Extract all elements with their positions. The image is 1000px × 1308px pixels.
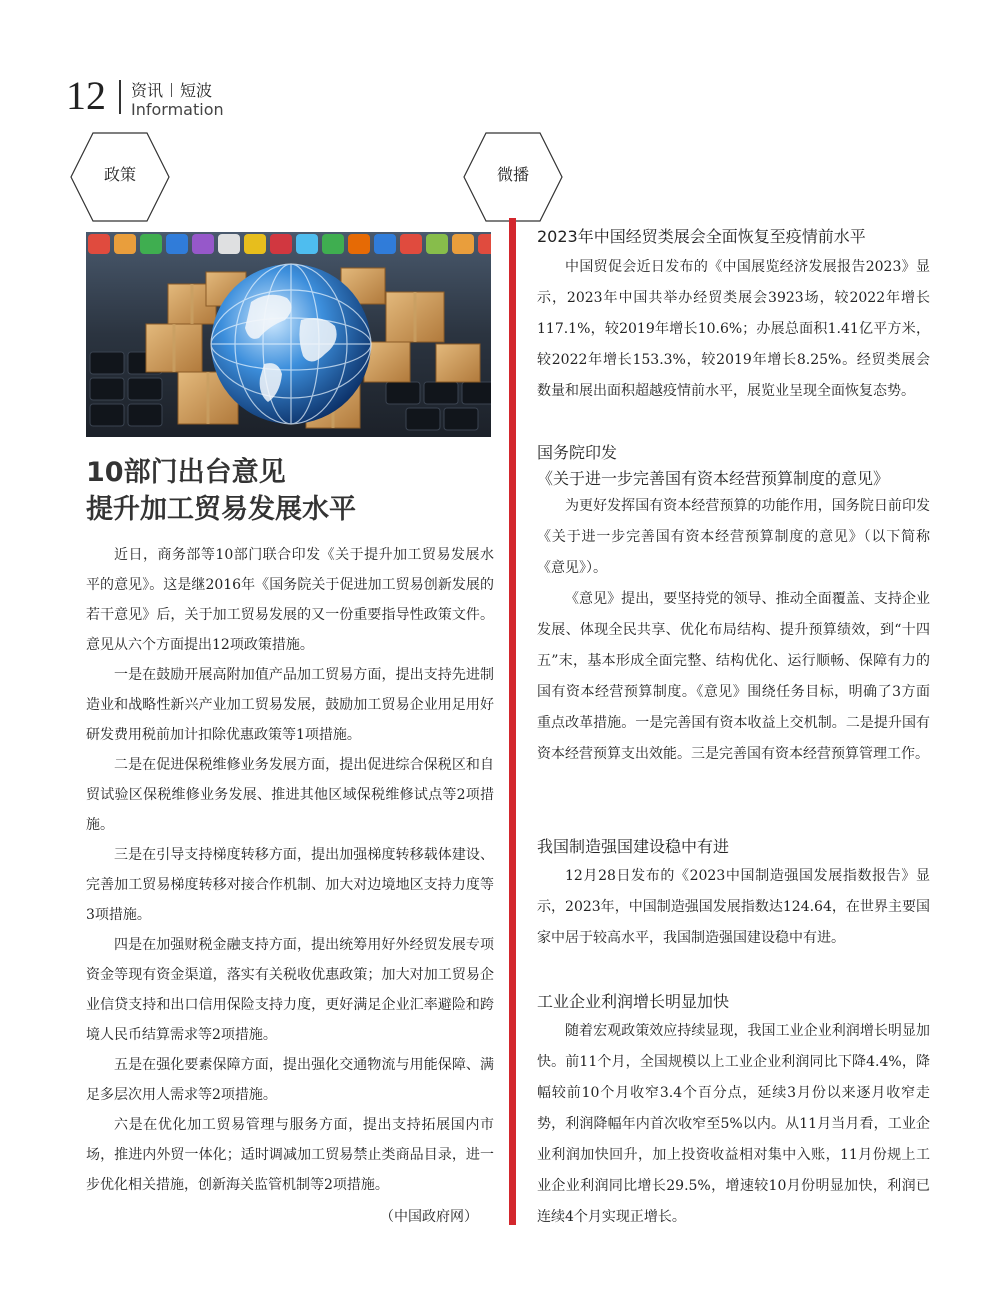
hero-image-globe-parcels	[86, 232, 491, 437]
section-separator	[171, 83, 172, 97]
news-title-expo: 2023年中国经贸类展会全面恢复至疫情前水平	[537, 227, 866, 246]
news-paragraph: 为更好发挥国有资本经营预算的功能作用，国务院日前印发《关于进一步完善国有资本经营预算制度的意见》（以下简称《意见》）。	[537, 498, 930, 576]
news-paragraph: 随着宏观政策效应持续显现，我国工业企业利润增长明显加快。前11个月，全国规模以上工业企业利润同比下降4.4%，降幅较前10个月收窄3.4个百分点，延续3月份以来逐月收窄走势，利润降幅年内首次收窄至5%以内。从11月当月看，工业企业利润加快回升，加上投资收益相对集中入账，11月份规上工业企业利润同比增长29.5%，增速较10月份明显加快，利润已连续4个月实现正增长。	[537, 1023, 930, 1225]
header-divider	[119, 80, 121, 114]
article-source: （中国政府网）	[380, 1209, 478, 1225]
article-paragraph: 六是在优化加工贸易管理与服务方面，提出支持拓展国内市场，推进内外贸一体化；适时调减加工贸易禁止类商品目录，进一步优化相关措施，创新海关监管机制等2项措施。	[86, 1117, 494, 1193]
section-label: 资讯	[131, 81, 164, 100]
news-title-state-council	[537, 442, 937, 490]
section-subtitle: Information	[131, 100, 224, 119]
tag-policy	[70, 132, 170, 222]
article-paragraph: 近日，商务部等10部门联合印发《关于提升加工贸易发展水平的意见》。这是继2016年《国务院关于促进加工贸易创新发展的若干意见》后，关于加工贸易发展的又一份重要指导性政策文件。意见从六个方面提出12项政策措施。	[86, 547, 494, 653]
page-number: 12	[66, 73, 106, 118]
article-paragraph: 一是在鼓励开展高附加值产品加工贸易方面，提出支持先进制造业和战略性新兴产业加工贸易发展，鼓励加工贸易企业用足用好研发费用税前加计扣除优惠政策等1项措施。	[86, 667, 494, 743]
news-title-line-2: 《关于进一步完善国有资本经营预算制度的意见》	[537, 469, 890, 488]
column-divider	[509, 218, 516, 1225]
tag-microcast	[463, 132, 563, 222]
article-title	[86, 454, 506, 528]
news-paragraph: 中国贸促会近日发布的《中国展览经济发展报告2023》显示，2023年中国共举办经贸类展会3923场，较2022年增长117.1%，较2019年增长10.6%；办展总面积1.41亿平方米，较2022年增长153.3%，较2019年增长8.25%。经贸类展会数量和展出面积超越疫情前水平，展览业呈现全面恢复态势。	[537, 259, 930, 399]
news-body-industrial-profit	[537, 1016, 930, 1233]
article-title-line-2: 提升加工贸易发展水平	[86, 494, 356, 525]
news-paragraph: 《意见》提出，要坚持党的领导、推动全面覆盖、支持企业发展、体现全民共享、优化布局结构、提升预算绩效，到“十四五”末，基本形成全面完整、结构优化、运行顺畅、保障有力的国有资本经营预算制度。《意见》围绕任务目标，明确了3方面重点改革措施。一是完善国有资本收益上交机制。二是提升国有资本经营预算支出效能。三是完善国有资本经营预算管理工作。	[537, 591, 930, 762]
article-body	[86, 540, 494, 1200]
tag-microcast-label: 微播	[496, 165, 529, 184]
news-body-state-council	[537, 491, 930, 770]
article-paragraph: 四是在加强财税金融支持方面，提出统筹用好外经贸发展专项资金等现有资金渠道，落实有关税收优惠政策；加大对加工贸易企业信贷支持和出口信用保险支持力度，更好满足企业汇率避险和跨境人民币结算需求等2项措施。	[86, 937, 494, 1043]
news-title-industrial-profit: 工业企业利润增长明显加快	[537, 992, 730, 1011]
news-body-manufacturing	[537, 861, 930, 954]
section-heading	[131, 78, 212, 101]
news-title-line-1: 国务院印发	[537, 443, 618, 462]
news-title-manufacturing: 我国制造强国建设稳中有进	[537, 837, 730, 856]
article-title-line-1: 10部门出台意见	[86, 457, 286, 488]
article-paragraph: 五是在强化要素保障方面，提出强化交通物流与用能保障、满足多层次用人需求等2项措施。	[86, 1057, 494, 1103]
news-paragraph: 12月28日发布的《2023中国制造强国发展指数报告》显示，2023年，中国制造强国发展指数达124.64，在世界主要国家中居于较高水平，我国制造强国建设稳中有进。	[537, 868, 930, 946]
article-paragraph: 三是在引导支持梯度转移方面，提出加强梯度转移载体建设、完善加工贸易梯度转移对接合作机制、加大对边境地区支持力度等3项措施。	[86, 847, 494, 923]
article-paragraph: 二是在促进保税维修业务发展方面，提出促进综合保税区和自贸试验区保税维修业务发展、推进其他区域保税维修试点等2项措施。	[86, 757, 494, 833]
subsection-label: 短波	[180, 81, 213, 100]
news-body-expo	[537, 252, 930, 407]
tag-policy-label: 政策	[103, 165, 136, 184]
